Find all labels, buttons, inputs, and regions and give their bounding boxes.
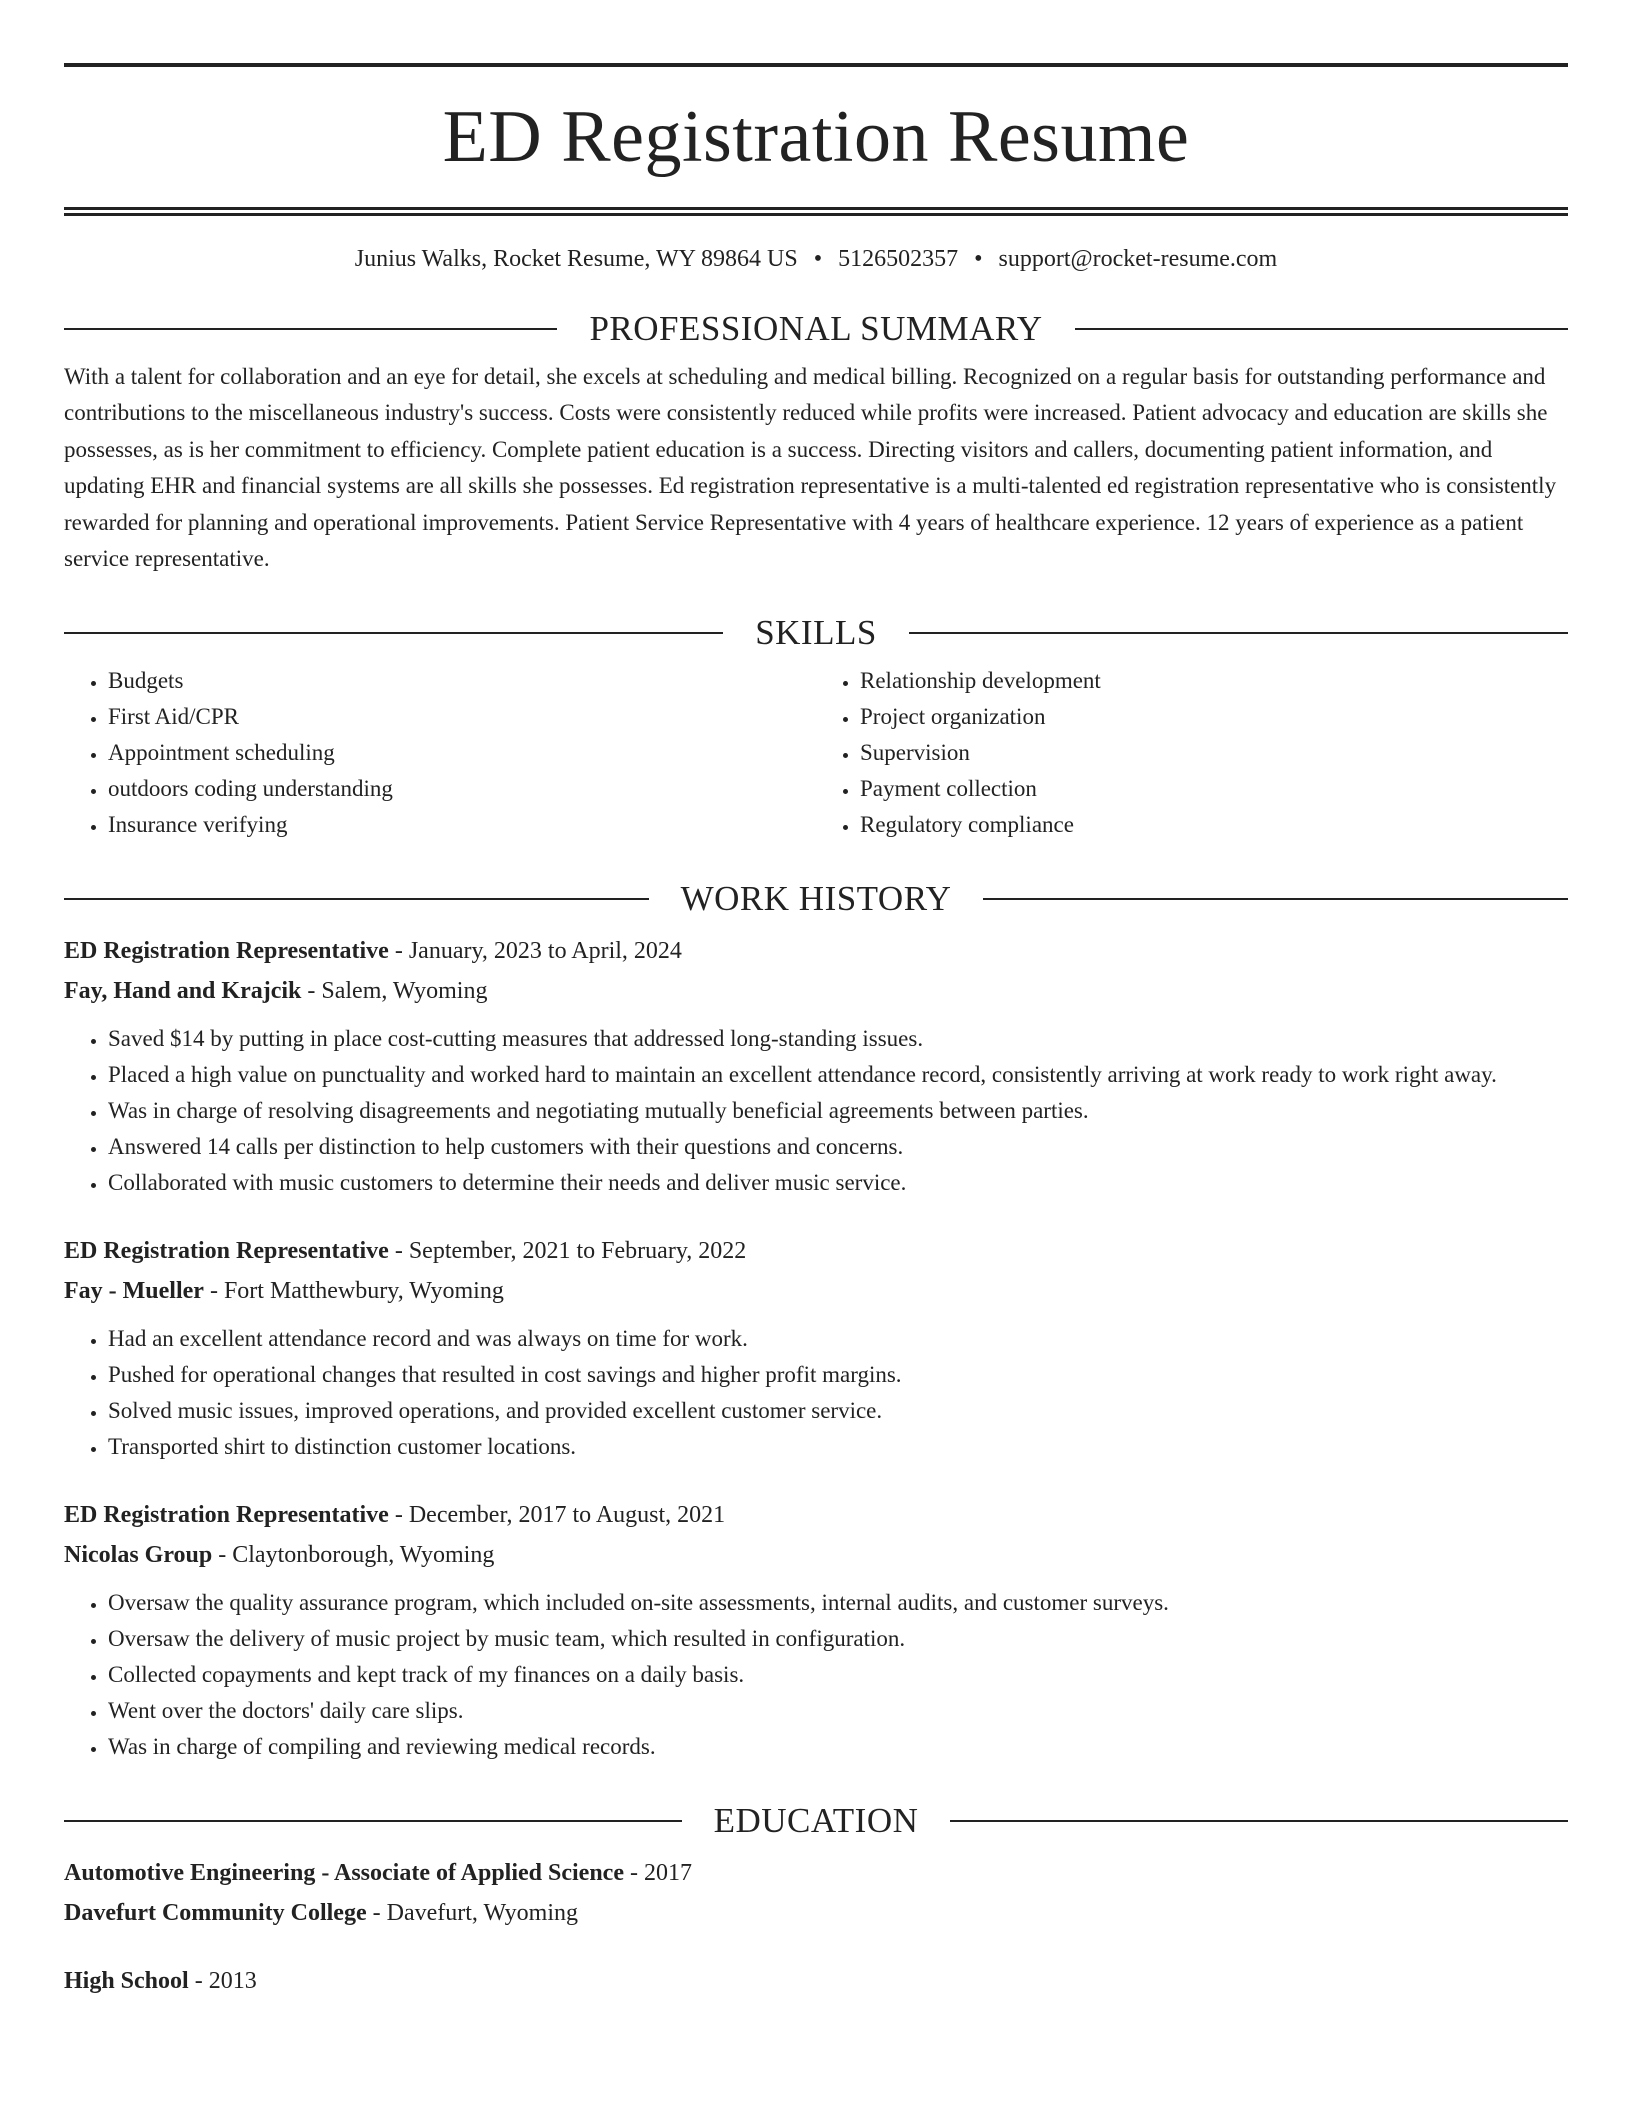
job-bullet: • Went over the doctors' daily care slips. <box>108 1693 1568 1729</box>
job-bullet: • Transported shirt to distinction customer locations. <box>108 1429 1568 1465</box>
education-year: - 2013 <box>188 1968 257 1995</box>
job-entry <box>64 1231 1568 1465</box>
job-bullet: • Collected copayments and kept track of my finances on a daily basis. <box>108 1657 1568 1693</box>
section-rule <box>64 898 649 900</box>
job-bullet: • Pushed for operational changes that resulted in cost savings and higher profit margins. <box>108 1357 1568 1393</box>
job-bullet: • Saved $14 by putting in place cost-cutting measures that addressed long-standing issues. <box>108 1021 1568 1057</box>
job-location: - Fort Matthewbury, Wyoming <box>203 1278 504 1305</box>
section-rule <box>64 328 557 330</box>
job-entry <box>64 1495 1568 1765</box>
contact-address: Junius Walks, Rocket Resume, WY 89864 US <box>354 246 798 272</box>
skill-item: • First Aid/CPR <box>108 699 816 735</box>
job-bullet: • Was in charge of compiling and reviewing medical records. <box>108 1729 1568 1765</box>
job-bullet: • Oversaw the delivery of music project by music team, which resulted in configuration. <box>108 1621 1568 1657</box>
education-degree-row <box>64 1853 1568 1893</box>
header-double-rule <box>64 207 1568 216</box>
education-school: Davefurt Community College <box>64 1900 367 1927</box>
education-degree-row <box>64 1961 1568 2001</box>
job-title-row <box>64 1231 1568 1271</box>
education-degree: High School <box>64 1968 189 1995</box>
education-school-row <box>64 1893 1568 1933</box>
skill-item: • Project organization <box>860 699 1568 735</box>
skills-column-right <box>816 663 1568 843</box>
skill-item: • Insurance verifying <box>108 807 816 843</box>
education-degree: Automotive Engineering - Associate of Applied Science <box>64 1860 624 1887</box>
job-bullets <box>64 1321 1568 1465</box>
education-entry <box>64 1961 1568 2001</box>
job-bullets <box>64 1021 1568 1201</box>
job-location: - Claytonborough, Wyoming <box>212 1542 495 1569</box>
job-bullet: • Had an excellent attendance record and was always on time for work. <box>108 1321 1568 1357</box>
section-title: SKILLS <box>755 613 877 653</box>
section-rule <box>909 632 1568 634</box>
job-company: Fay, Hand and Krajcik <box>64 978 302 1005</box>
skill-item: • Regulatory compliance <box>860 807 1568 843</box>
skill-item: • outdoors coding understanding <box>108 771 816 807</box>
job-title-row <box>64 1495 1568 1535</box>
job-bullet: • Collaborated with music customers to determine their needs and deliver music service. <box>108 1165 1568 1201</box>
skill-item: • Supervision <box>860 735 1568 771</box>
page-title: ED Registration Resume <box>442 96 1190 178</box>
section-header-work-history <box>64 879 1568 919</box>
job-company-row <box>64 1535 1568 1575</box>
job-company: Nicolas Group <box>64 1542 213 1569</box>
job-bullet: • Answered 14 calls per distinction to help customers with their questions and concerns. <box>108 1129 1568 1165</box>
header-top-rule <box>64 63 1568 67</box>
skills-column-left <box>64 663 816 843</box>
section-rule <box>1075 328 1568 330</box>
section-header-skills <box>64 613 1568 653</box>
job-dates: - December, 2017 to August, 2021 <box>388 1502 726 1529</box>
section-title: EDUCATION <box>713 1801 919 1841</box>
education-entry <box>64 1853 1568 1933</box>
education-location: - Davefurt, Wyoming <box>366 1900 579 1927</box>
job-title-row <box>64 931 1568 971</box>
contact-separator: • <box>813 246 823 272</box>
job-company-row <box>64 1271 1568 1311</box>
section-rule <box>983 898 1568 900</box>
job-title: ED Registration Representative <box>64 938 389 965</box>
job-bullet: • Was in charge of resolving disagreements and negotiating mutually beneficial agreements between parties. <box>108 1093 1568 1129</box>
job-bullet: • Oversaw the quality assurance program, which included on-site assessments, internal audits, and customer surveys. <box>108 1585 1568 1621</box>
job-title: ED Registration Representative <box>64 1238 389 1265</box>
job-location: - Salem, Wyoming <box>301 978 488 1005</box>
skill-item: • Budgets <box>108 663 816 699</box>
job-bullet: • Solved music issues, improved operations, and provided excellent customer service. <box>108 1393 1568 1429</box>
job-dates: - January, 2023 to April, 2024 <box>388 938 682 965</box>
section-rule <box>64 1820 682 1822</box>
job-bullets <box>64 1585 1568 1765</box>
education-year: - 2017 <box>623 1860 692 1887</box>
section-header-summary <box>64 309 1568 349</box>
section-rule <box>64 632 723 634</box>
job-entry <box>64 931 1568 1201</box>
skill-item: • Appointment scheduling <box>108 735 816 771</box>
skill-item: • Payment collection <box>860 771 1568 807</box>
summary-paragraph: With a talent for collaboration and an eye for detail, she excels at scheduling and medical billing. Recognized on a regular basis for outstanding performance and contributions to the miscellaneous industry's success. Costs were consistently reduced while profits were increased. Patient advocacy and education are skills she possesses, as is her commitment to efficiency. Complete patient education is a success. Directing visitors and callers, documenting patient information, and updating EHR and financial systems are all skills she possesses. Ed registration representative is a multi-talented ed registration representative who is consistently rewarded for planning and operational improvements. Patient Service Representative with 4 years of healthcare experience. 12 years of experience as a patient service representative. <box>64 364 1557 572</box>
contact-separator: • <box>974 246 983 272</box>
skills-list <box>64 663 1568 843</box>
section-rule <box>950 1820 1568 1822</box>
job-title: ED Registration Representative <box>64 1502 389 1529</box>
job-company-row <box>64 971 1568 1011</box>
contact-phone: 5126502357 <box>838 246 959 272</box>
section-title: PROFESSIONAL SUMMARY <box>589 309 1043 348</box>
job-dates: - September, 2021 to February, 2022 <box>388 1238 747 1265</box>
contact-email: support@rocket-resume.com <box>998 246 1278 272</box>
skill-item: • Relationship development <box>860 663 1568 699</box>
job-company: Fay - Mueller <box>64 1278 204 1305</box>
job-bullet: • Placed a high value on punctuality and worked hard to maintain an excellent attendance record, consistently arriving at work ready to work right away. <box>108 1057 1568 1093</box>
section-title: WORK HISTORY <box>680 879 952 919</box>
section-header-education <box>64 1801 1568 1841</box>
contact-line <box>64 245 1568 273</box>
